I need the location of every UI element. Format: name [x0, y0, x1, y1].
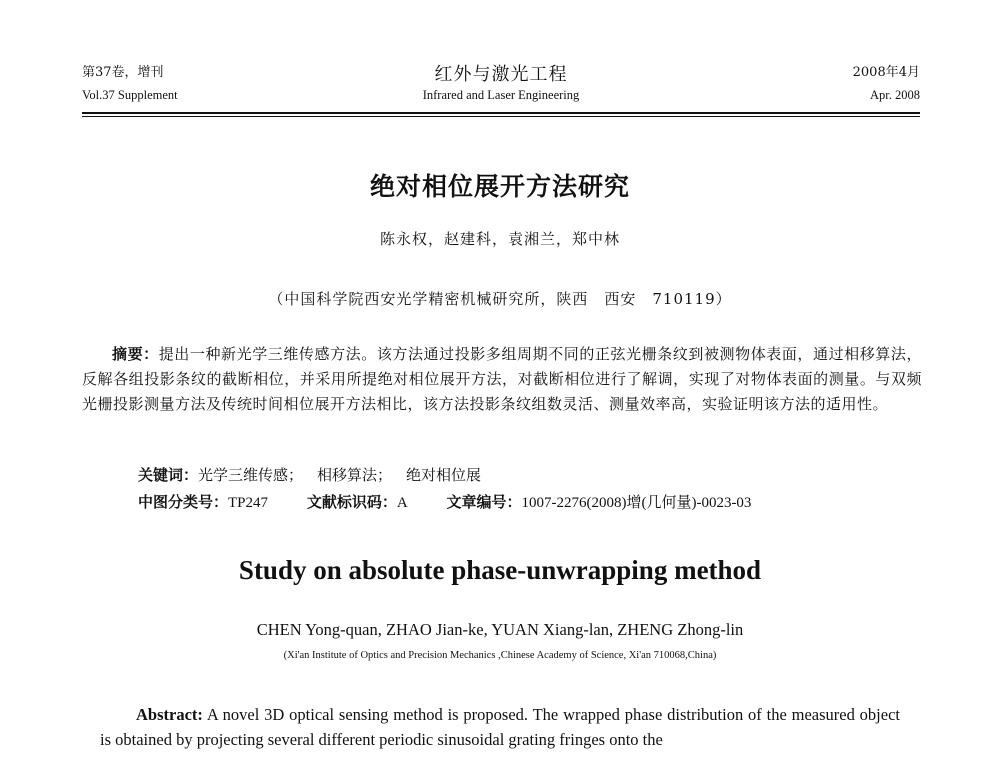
- abstract-cn: [82, 342, 922, 417]
- classification-info: [138, 491, 918, 514]
- keywords-label: 关键词：: [138, 466, 199, 484]
- abstract-en-text: A novel 3D optical sensing method is proposed. The wrapped phase distribution of the measured object is obtained by projecting several different periodic sinusoidal grating fringes onto the: [100, 705, 900, 749]
- header-rule-thick: [82, 112, 920, 114]
- article-number-value: 1007-2276(2008)增(几何量)-0023-03: [521, 495, 752, 511]
- keyword-item: 光学三维传感；: [198, 466, 304, 484]
- authors-en: CHEN Yong-quan, ZHAO Jian-ke, YUAN Xiang-lan, ZHENG Zhong-lin: [256, 620, 744, 639]
- doc-code-label: 文献标识码：: [306, 493, 397, 511]
- abstract-en-label: Abstract:: [136, 705, 203, 724]
- article-number-label: 文章编号：: [446, 493, 522, 511]
- paper-title-cn: 绝对相位展开方法研究: [369, 172, 630, 201]
- clc-value: TP247: [228, 495, 269, 511]
- journal-header: [82, 64, 920, 114]
- abstract-en: [100, 702, 900, 752]
- date-cn: 2008年4月: [852, 65, 920, 80]
- abstract-cn-label: 摘要：: [112, 345, 159, 363]
- journal-name-en: Infrared and Laser Engineering: [422, 88, 580, 102]
- keyword-item: 相移算法；: [317, 466, 393, 484]
- keywords-cn: [138, 464, 918, 486]
- volume-cn: 第37卷，增刊: [82, 65, 164, 80]
- header-date: [853, 64, 920, 104]
- abstract-cn-text: 提出一种新光学三维传感方法。该方法通过投影多组周期不同的正弦光栅条纹到被测物体表面，通过相移算法，反解各组投影条纹的截断相位，并采用所提绝对相位展开方法，对截断相位进行了解调，实现了对物体表面的测量。与双频光栅投影测量方法及传统时间相位展开方法相比，该方法投影条纹组数灵活、测量效率高，实验证明该方法的适用性。: [82, 345, 922, 413]
- header-journal-name: [82, 64, 920, 104]
- volume-en: Vol.37 Supplement: [82, 88, 178, 102]
- journal-name-cn: 红外与激光工程: [434, 64, 568, 85]
- authors-cn: 陈永权，赵建科，袁湘兰，郑中林: [379, 230, 620, 248]
- doc-code-value: A: [396, 495, 408, 511]
- header-rule-thin: [82, 116, 920, 117]
- affiliation-en: (Xi'an Institute of Optics and Precision Mechanics ,Chinese Academy of Science, Xi'an 710068,China): [283, 650, 717, 661]
- document-code: [307, 493, 408, 511]
- clc-number: [138, 493, 268, 511]
- affiliation-cn: （中国科学院西安光学精密机械研究所，陕西 西安 710119）: [268, 290, 732, 308]
- date-en: Apr. 2008: [870, 88, 920, 102]
- keyword-item: 绝对相位展: [406, 466, 482, 484]
- clc-label: 中图分类号：: [138, 493, 229, 511]
- header-volume: [82, 64, 178, 104]
- article-number: [446, 493, 751, 511]
- paper-title-en: Study on absolute phase-unwrapping method: [238, 555, 762, 585]
